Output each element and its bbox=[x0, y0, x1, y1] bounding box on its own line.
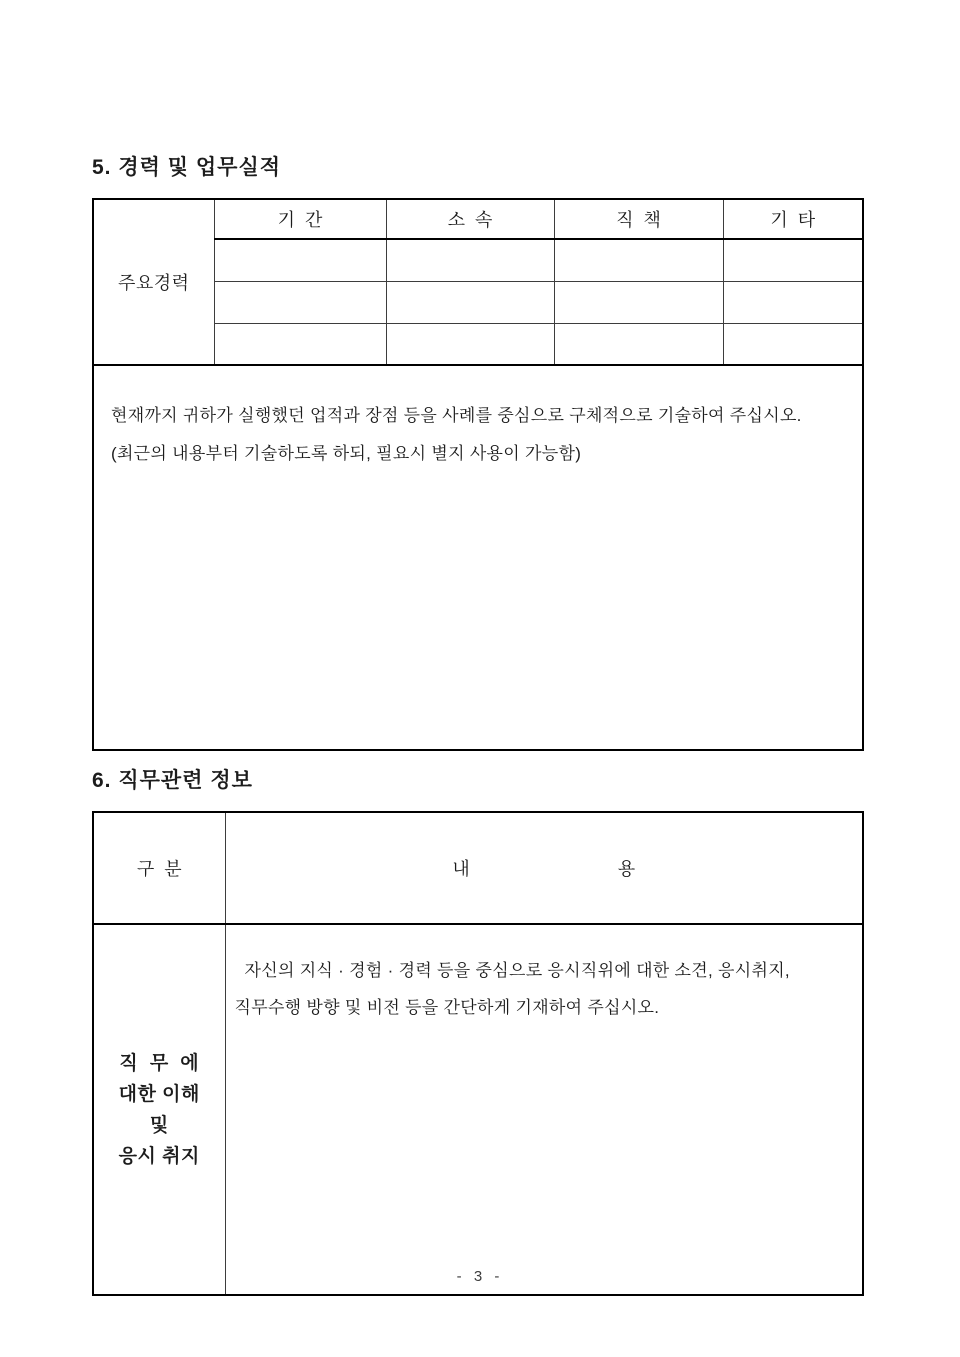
job-info-content-header bbox=[225, 812, 863, 924]
career-notes-line-1: 현재까지 귀하가 실행했던 업적과 장점 등을 사례를 중심으로 구체적으로 기술하여 주십시오. bbox=[111, 406, 802, 425]
career-col-header-affiliation: 소 속 bbox=[386, 199, 554, 239]
career-empty-cell bbox=[723, 281, 863, 323]
career-empty-cell bbox=[723, 323, 863, 365]
job-info-content-line-2: 직무수행 방향 및 비전 등을 간단하게 기재하여 주십시오. bbox=[234, 998, 660, 1017]
job-info-content-cell bbox=[225, 924, 863, 1295]
career-table bbox=[92, 198, 864, 751]
job-info-body-row bbox=[93, 924, 863, 1295]
career-empty-cell bbox=[386, 239, 554, 281]
category-line-4: 응시 취지 bbox=[118, 1145, 200, 1167]
career-col-header-position: 직 책 bbox=[554, 199, 723, 239]
career-notes-line-2: (최근의 내용부터 기술하도록 하되, 필요시 별지 사용이 가능함) bbox=[111, 444, 582, 463]
career-empty-cell bbox=[214, 323, 386, 365]
career-empty-cell bbox=[214, 239, 386, 281]
career-notes-cell bbox=[93, 365, 863, 750]
page-number: - 3 - bbox=[456, 1268, 504, 1285]
category-line-3: 및 bbox=[149, 1114, 169, 1136]
section5-title: 5. 경력 및 업무실적 bbox=[92, 156, 282, 179]
career-empty-cell bbox=[386, 281, 554, 323]
career-empty-cell bbox=[723, 239, 863, 281]
category-line-1: 직 무 에 bbox=[119, 1052, 200, 1074]
category-line-2: 대한 이해 bbox=[118, 1083, 200, 1105]
section6-title: 6. 직무관련 정보 bbox=[92, 769, 253, 792]
career-col-header-etc: 기 타 bbox=[723, 199, 863, 239]
career-empty-cell bbox=[554, 323, 723, 365]
career-col-header-period: 기 간 bbox=[214, 199, 386, 239]
career-row-label: 주요경력 bbox=[93, 199, 214, 365]
career-empty-cell bbox=[214, 281, 386, 323]
job-info-header-row bbox=[93, 812, 863, 924]
content-header-part-2: 용 bbox=[617, 859, 636, 879]
career-empty-cell bbox=[386, 323, 554, 365]
career-empty-cell bbox=[554, 281, 723, 323]
job-info-content-header-text bbox=[226, 855, 863, 881]
career-header-row bbox=[93, 199, 863, 239]
content-header-part-1: 내 bbox=[452, 859, 470, 879]
career-notes-row bbox=[93, 365, 863, 750]
job-info-table bbox=[92, 811, 864, 1296]
job-info-category-header: 구 분 bbox=[93, 812, 225, 924]
job-info-category-cell bbox=[93, 924, 225, 1295]
career-empty-cell bbox=[554, 239, 723, 281]
job-info-content-line-1: 자신의 지식 · 경험 · 경력 등을 중심으로 응시직위에 대한 소견, 응시취지, bbox=[244, 961, 790, 980]
